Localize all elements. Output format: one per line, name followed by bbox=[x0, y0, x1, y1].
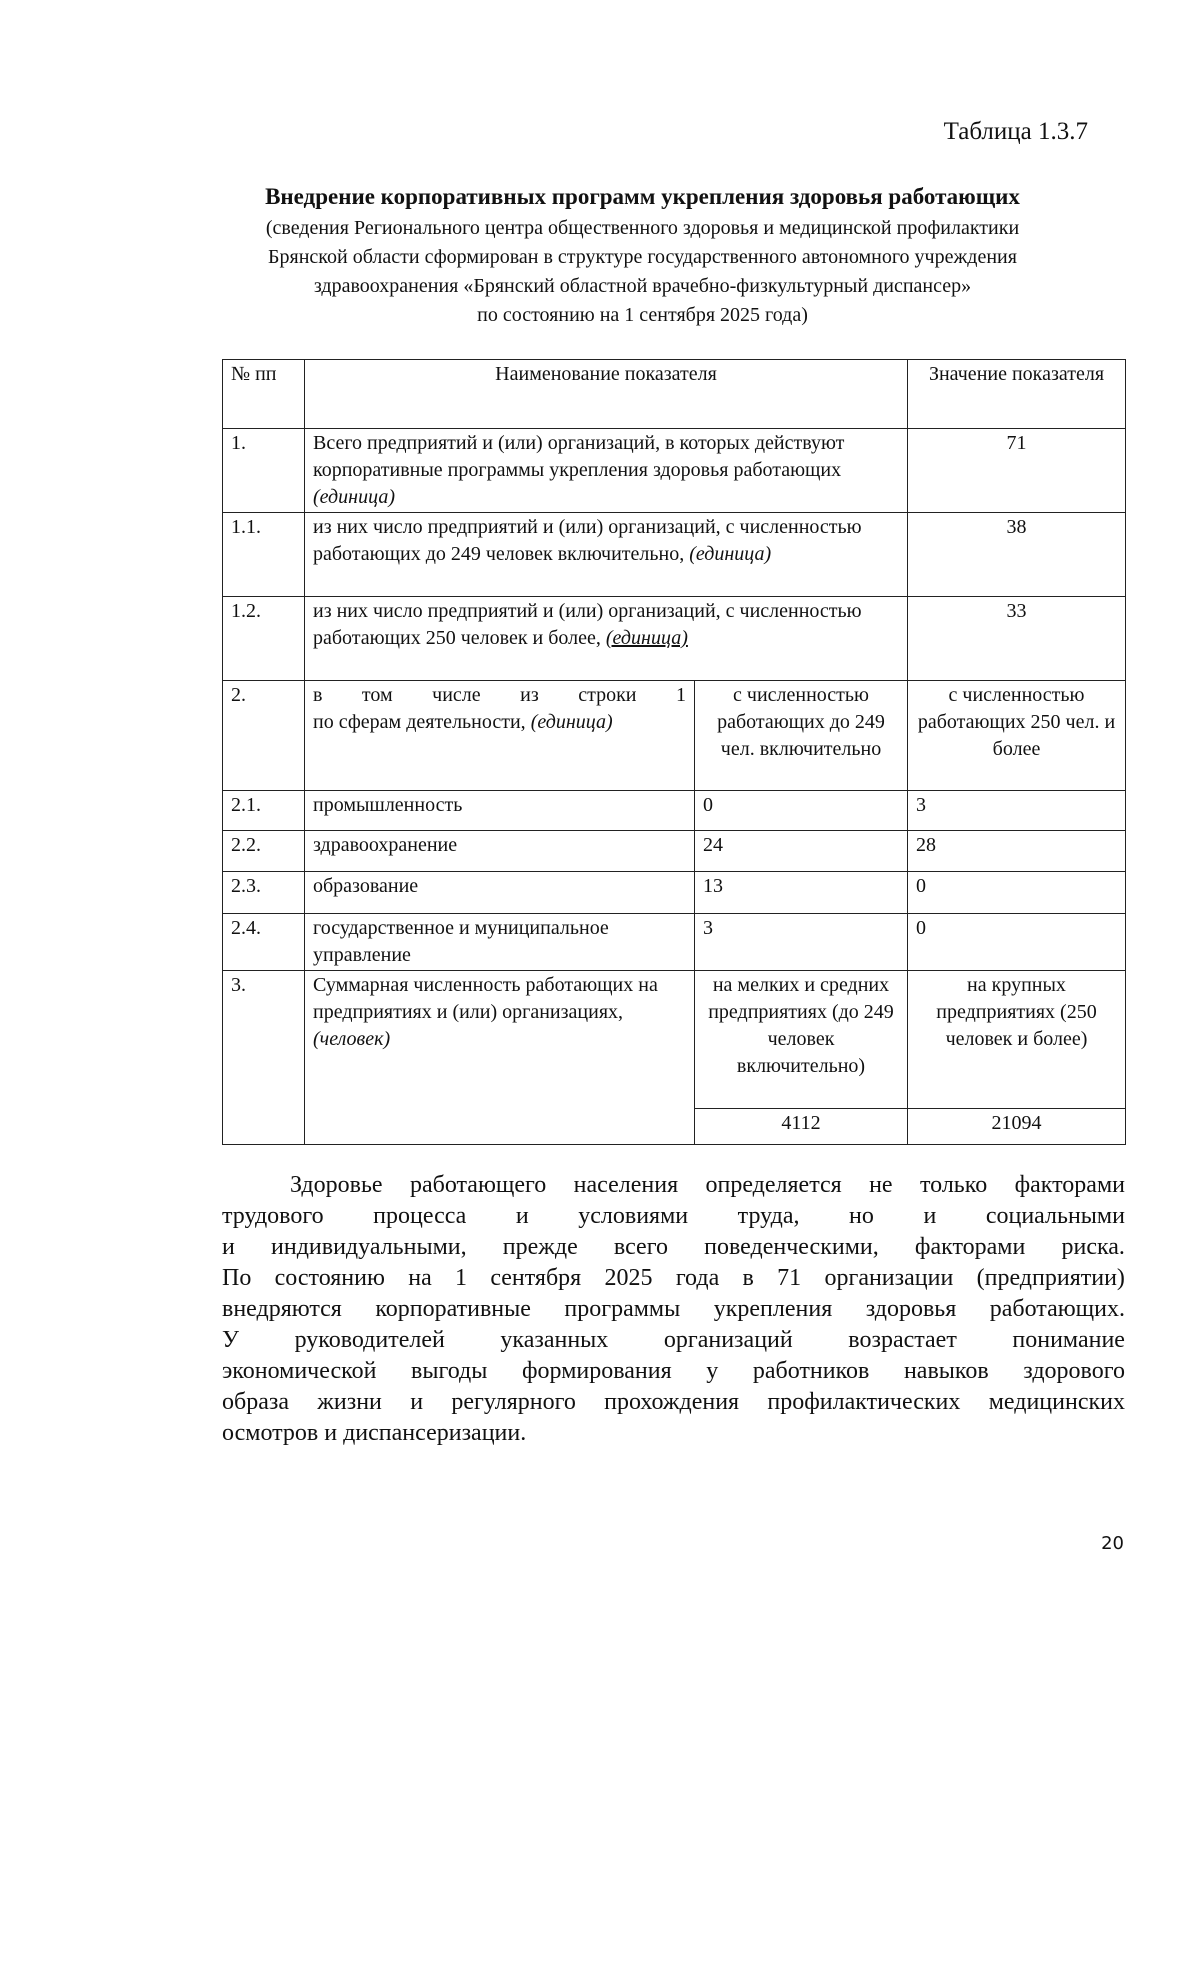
paragraph-word: корпоративные bbox=[375, 1296, 531, 1322]
paragraph-word: Здоровье bbox=[290, 1172, 383, 1198]
col-large-header: с численностью работающих 250 чел. и более bbox=[908, 681, 1126, 791]
table-row bbox=[223, 429, 1126, 513]
subtitle-line: (сведения Регионального центра общественного здоровья и медицинской профилактики bbox=[265, 217, 1020, 239]
paragraph-line bbox=[222, 1201, 1125, 1232]
paragraph-word: навыков bbox=[903, 1358, 989, 1384]
col-large-header: на крупных предприятиях (250 человек и более) bbox=[908, 971, 1126, 1109]
paragraph-word: не bbox=[869, 1172, 893, 1198]
paragraph-line bbox=[222, 1263, 1125, 1294]
row-name bbox=[305, 971, 695, 1145]
table-row bbox=[223, 831, 1126, 872]
paragraph-word: прохождения bbox=[604, 1389, 740, 1415]
subtitle-line: по состоянию на 1 сентября 2025 года) bbox=[477, 304, 808, 326]
table-row bbox=[223, 791, 1126, 831]
table-row-total bbox=[223, 971, 1126, 1109]
table-row bbox=[223, 513, 1126, 597]
row-unit: (единица) bbox=[605, 627, 688, 649]
title-block bbox=[160, 180, 1125, 330]
row-small-value: 0 bbox=[695, 791, 908, 831]
paragraph-word: труда, bbox=[737, 1203, 800, 1229]
paragraph-word: 1 bbox=[455, 1265, 468, 1291]
paragraph-word: осмотров bbox=[222, 1420, 325, 1446]
paragraph-word: образа bbox=[222, 1389, 289, 1415]
paragraph-word: внедряются bbox=[222, 1296, 342, 1322]
row-num: 1. bbox=[223, 429, 305, 513]
paragraph-word: на bbox=[408, 1265, 432, 1291]
row-large-value: 3 bbox=[908, 791, 1126, 831]
col-small-header: с численностью работающих до 249 чел. включительно bbox=[695, 681, 908, 791]
paragraph-word: 71 bbox=[777, 1265, 802, 1291]
paragraph-word: формирования bbox=[522, 1358, 672, 1384]
paragraph-word: и bbox=[410, 1389, 424, 1415]
page-number: 20 bbox=[1101, 1533, 1124, 1554]
paragraph-word: указанных bbox=[500, 1327, 609, 1353]
paragraph-word: укрепления bbox=[713, 1296, 833, 1322]
paragraph-word: работников bbox=[752, 1358, 870, 1384]
paragraph-word: медицинских bbox=[988, 1389, 1125, 1415]
paragraph-word: и bbox=[324, 1420, 344, 1446]
paragraph-word: и bbox=[222, 1234, 235, 1260]
row-value: 38 bbox=[908, 513, 1126, 597]
row-unit: (единица) bbox=[689, 543, 772, 565]
paragraph-word: состоянию bbox=[274, 1265, 385, 1291]
paragraph-line bbox=[222, 1232, 1125, 1263]
table-row bbox=[223, 872, 1126, 914]
paragraph-word: условиями bbox=[578, 1203, 689, 1229]
paragraph-word: организаций bbox=[663, 1327, 793, 1353]
paragraph-word: трудового bbox=[222, 1203, 324, 1229]
row-name-first-line bbox=[313, 682, 686, 709]
paragraph-line bbox=[222, 1418, 1125, 1449]
row-name-text: из них число предприятий и (или) организаций, с численностью работающих до 249 человек включительно, bbox=[313, 516, 862, 565]
row-num: 2.1. bbox=[223, 791, 305, 831]
table-row bbox=[223, 597, 1126, 681]
row-name bbox=[305, 429, 908, 513]
body-paragraph bbox=[222, 1170, 1125, 1449]
row-name: образование bbox=[305, 872, 695, 914]
table-row bbox=[223, 914, 1126, 971]
paragraph-word: жизни bbox=[317, 1389, 382, 1415]
paragraph-word: профилактических bbox=[767, 1389, 961, 1415]
row-num: 2.4. bbox=[223, 914, 305, 971]
paragraph-word: только bbox=[919, 1172, 988, 1198]
row-name-word: том bbox=[361, 684, 393, 706]
paragraph-word: сентября bbox=[490, 1265, 582, 1291]
row-name-word: в bbox=[313, 684, 323, 706]
row-large-value: 0 bbox=[908, 914, 1126, 971]
document-title: Внедрение корпоративных программ укрепления здоровья работающих bbox=[265, 184, 1020, 209]
table-header-row bbox=[223, 360, 1126, 429]
row-num: 3. bbox=[223, 971, 305, 1145]
row-name-text: Всего предприятий и (или) организаций, в которых действуют корпоративные программы укрепления здоровья работающих bbox=[313, 432, 845, 481]
paragraph-word: факторами bbox=[914, 1234, 1026, 1260]
paragraph-line bbox=[222, 1294, 1125, 1325]
paragraph-line bbox=[222, 1387, 1125, 1418]
row-name-text: из них число предприятий и (или) организаций, с численностью работающих 250 человек и более, bbox=[313, 600, 862, 649]
paragraph-word: По bbox=[222, 1265, 252, 1291]
table-row-sectors-header bbox=[223, 681, 1126, 791]
col-small-header: на мелких и средних предприятиях (до 249 человек включительно) bbox=[695, 971, 908, 1109]
row-unit: (человек) bbox=[313, 1028, 391, 1050]
row-num: 2.2. bbox=[223, 831, 305, 872]
paragraph-word: регулярного bbox=[451, 1389, 576, 1415]
row-name-text: по сферам деятельности, bbox=[313, 711, 526, 733]
paragraph-line bbox=[222, 1170, 1125, 1201]
paragraph-word: всего bbox=[613, 1234, 668, 1260]
paragraph-word: понимание bbox=[1012, 1327, 1125, 1353]
paragraph-word: работающего bbox=[409, 1172, 547, 1198]
row-name-word: числе bbox=[432, 684, 481, 706]
row-small-value: 13 bbox=[695, 872, 908, 914]
row-large-value: 28 bbox=[908, 831, 1126, 872]
paragraph-word: года bbox=[675, 1265, 720, 1291]
paragraph-word: но bbox=[849, 1203, 874, 1229]
paragraph-word: процесса bbox=[373, 1203, 467, 1229]
row-name: промышленность bbox=[305, 791, 695, 831]
programs-table bbox=[222, 359, 1126, 1145]
paragraph-line bbox=[222, 1325, 1125, 1356]
document-subtitle bbox=[160, 214, 1125, 330]
row-name: здравоохранение bbox=[305, 831, 695, 872]
paragraph-word: и bbox=[515, 1203, 529, 1229]
row-value: 71 bbox=[908, 429, 1126, 513]
row-name-word: строки bbox=[578, 684, 637, 706]
row-unit: (единица) bbox=[313, 486, 395, 508]
paragraph-word: прежде bbox=[502, 1234, 578, 1260]
paragraph-word: программы bbox=[564, 1296, 681, 1322]
row-num: 2.3. bbox=[223, 872, 305, 914]
paragraph-word: руководителей bbox=[294, 1327, 445, 1353]
paragraph-word: населения bbox=[573, 1172, 679, 1198]
paragraph-word: здорового bbox=[1023, 1358, 1125, 1384]
row-num: 1.2. bbox=[223, 597, 305, 681]
row-large-value: 0 bbox=[908, 872, 1126, 914]
paragraph-word: экономической bbox=[222, 1358, 377, 1384]
paragraph-word: здоровья bbox=[865, 1296, 957, 1322]
paragraph-word: диспансеризации. bbox=[343, 1420, 527, 1446]
header-value: Значение показателя bbox=[908, 360, 1126, 429]
total-small-value: 4112 bbox=[695, 1109, 908, 1145]
paragraph-word: поведенческими, bbox=[704, 1234, 879, 1260]
row-num: 2. bbox=[223, 681, 305, 791]
paragraph-word: в bbox=[742, 1265, 754, 1291]
row-name bbox=[305, 597, 908, 681]
paragraph-word: и bbox=[923, 1203, 937, 1229]
row-value: 33 bbox=[908, 597, 1126, 681]
row-name bbox=[305, 681, 695, 791]
row-unit: (единица) bbox=[530, 711, 613, 733]
table-label: Таблица 1.3.7 bbox=[943, 118, 1088, 145]
header-num: № пп bbox=[223, 360, 305, 429]
paragraph-word: факторами bbox=[1014, 1172, 1125, 1198]
paragraph-word: возрастает bbox=[848, 1327, 957, 1353]
header-name: Наименование показателя bbox=[305, 360, 908, 429]
paragraph-word: У bbox=[222, 1327, 239, 1353]
total-large-value: 21094 bbox=[908, 1109, 1126, 1145]
paragraph-word: социальными bbox=[985, 1203, 1125, 1229]
row-name-word: 1 bbox=[675, 684, 686, 706]
paragraph-line bbox=[222, 1356, 1125, 1387]
paragraph-word: (предприятии) bbox=[976, 1265, 1125, 1291]
row-name: государственное и муниципальное управление bbox=[305, 914, 695, 971]
subtitle-line: здравоохранения «Брянский областной врачебно-физкультурный диспансер» bbox=[313, 275, 972, 297]
paragraph-word: выгоды bbox=[411, 1358, 488, 1384]
subtitle-line: Брянской области сформирован в структуре государственного автономного учреждения bbox=[268, 246, 1017, 268]
paragraph-word: 2025 bbox=[604, 1265, 653, 1291]
paragraph-word: у bbox=[706, 1358, 719, 1384]
row-name bbox=[305, 513, 908, 597]
paragraph-word: определяется bbox=[705, 1172, 842, 1198]
row-num: 1.1. bbox=[223, 513, 305, 597]
row-small-value: 3 bbox=[695, 914, 908, 971]
paragraph-word: риска. bbox=[1061, 1234, 1125, 1260]
paragraph-word: работающих. bbox=[989, 1296, 1125, 1322]
paragraph-word: индивидуальными, bbox=[271, 1234, 467, 1260]
row-name-text: Суммарная численность работающих на предприятиях и (или) организациях, bbox=[313, 974, 658, 1023]
row-name-word: из bbox=[520, 684, 539, 706]
paragraph-word: организации bbox=[824, 1265, 954, 1291]
row-small-value: 24 bbox=[695, 831, 908, 872]
